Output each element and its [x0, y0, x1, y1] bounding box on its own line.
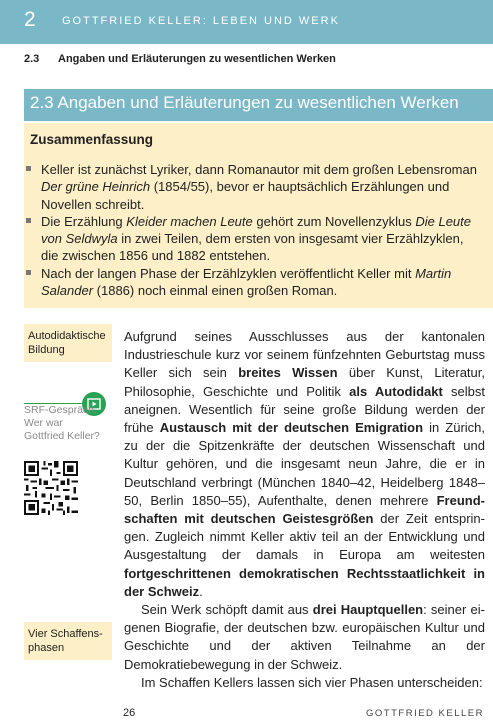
- section-title: 2.3 Angaben und Erläuterungen zu wesentlichen Werken: [30, 93, 459, 112]
- title-text: Martin Salander: [41, 265, 452, 299]
- bullet-icon: [26, 270, 31, 275]
- subsection-number: 2.3: [24, 53, 40, 65]
- title-text: Die Leute von Seldwyla: [41, 213, 471, 247]
- paragraph: [124, 601, 485, 674]
- title-text: Kleider machen Leute: [126, 213, 253, 229]
- chapter-title: GOTTFRIED KELLER: LEBEN UND WERK: [62, 15, 340, 27]
- text-run: gehört zum Novellenzyklus: [252, 213, 416, 229]
- chapter-number: 2: [24, 8, 36, 31]
- emphasis-text: als Autodidakt: [349, 383, 443, 399]
- text-run: .: [199, 583, 203, 599]
- summary-title: Zusammenfassung: [30, 132, 154, 147]
- summary-item: [24, 265, 484, 300]
- srf-interview-label[interactable]: SRF-Gespräch: Wer war Gottfried Keller?: [24, 404, 100, 442]
- margin-note-label: Autodidaktische Bildung: [28, 330, 106, 356]
- text-run: der Zeit entspringen. Zugleich nimmt Keller aktiv teil an der Entwicklung und Ausgestaltung der damals in Europa am weitesten: [124, 511, 485, 563]
- text-run: (1854/55), bevor er hauptsächlich Erzählungen und Novellen schreibt.: [41, 179, 450, 212]
- margin-note-autodidactic: [24, 324, 112, 362]
- summary-list: [24, 161, 484, 299]
- margin-note-label: Vier Schaffens-phasen: [28, 628, 103, 654]
- page-number: 26: [123, 707, 136, 719]
- text-run: Nach der langen Phase der Erzählzyklen veröffentlicht Keller mit: [41, 265, 416, 281]
- margin-note-phases: [24, 622, 112, 660]
- emphasis-text: breites Wissen: [238, 365, 338, 381]
- chapter-header-bar: [0, 0, 493, 44]
- running-title: GOTTFRIED KELLER: [366, 708, 484, 719]
- emphasis-text: Freundschaften mit deutschen Geistesgrößen: [124, 492, 485, 527]
- bullet-icon: [26, 166, 31, 171]
- text-run: Im Schaffen Kellers lassen sich vier Phasen unterscheiden:: [141, 674, 483, 690]
- subsection-title: Angaben und Erläuterungen zu wesentlichen Werken: [58, 53, 336, 65]
- emphasis-text: fortgeschrittenen demokratischen Rechtsstaatlichkeit in der Schweiz: [124, 565, 485, 599]
- text-run: über Kunst, Literatur, Philosophie, Geschichte und Politik: [124, 365, 485, 399]
- title-text: Der grüne Heinrich: [41, 179, 151, 195]
- text-run: : seiner eigenen Biografie, der deutschen bzw. europäischen Kultur und Geschichte und der aktiven Teilnahme an der Demokratiebewegung in der Schweiz.: [124, 602, 485, 672]
- summary-item: [24, 213, 484, 265]
- bullet-icon: [26, 218, 31, 223]
- emphasis-text: drei Hauptquellen: [312, 602, 424, 618]
- body-text: [124, 328, 485, 692]
- summary-item: [24, 161, 484, 213]
- summary-box: [24, 123, 493, 308]
- text-run: Keller ist zunächst Lyriker, dann Romanautor mit dem großen Lebensroman: [41, 162, 477, 177]
- text-run: (1886) noch einmal einen großen Roman.: [93, 283, 338, 299]
- text-run: Sein Werk schöpft damit aus: [141, 602, 313, 618]
- section-banner: [24, 89, 493, 121]
- emphasis-text: Austausch mit der deutschen Emigration: [159, 420, 424, 436]
- qr-code-icon[interactable]: [24, 461, 78, 515]
- text-run: selbst aneignen. Wesentlich für seine große Bildung werden der frühe: [124, 383, 485, 436]
- paragraph: [124, 328, 485, 601]
- text-run: Aufgrund seines Ausschlusses aus der kantonalen Industrieschule kurz vor seinem fünfzehnten Geburtstag muss Keller sich sein: [124, 329, 485, 381]
- text-run: Die Erzählung: [41, 213, 127, 229]
- subsection-heading: [24, 53, 336, 65]
- text-run: in zwei Teilen, dem ersten von insgesamt vier Erzählzyklen, die zwischen 1856 und 1882 entstehen.: [41, 231, 464, 264]
- paragraph: [124, 674, 485, 692]
- text-run: in Zürich, zu der die Spitzenkräfte der deutschen Wissenschaft und Kultur gehören, und die insgesamt neun Jahre, die er in Deutschland verbringt (München 1840–42, Heidelberg 1848–50, Berlin 1850–55), Aufenthalte, denen mehrere: [124, 420, 486, 508]
